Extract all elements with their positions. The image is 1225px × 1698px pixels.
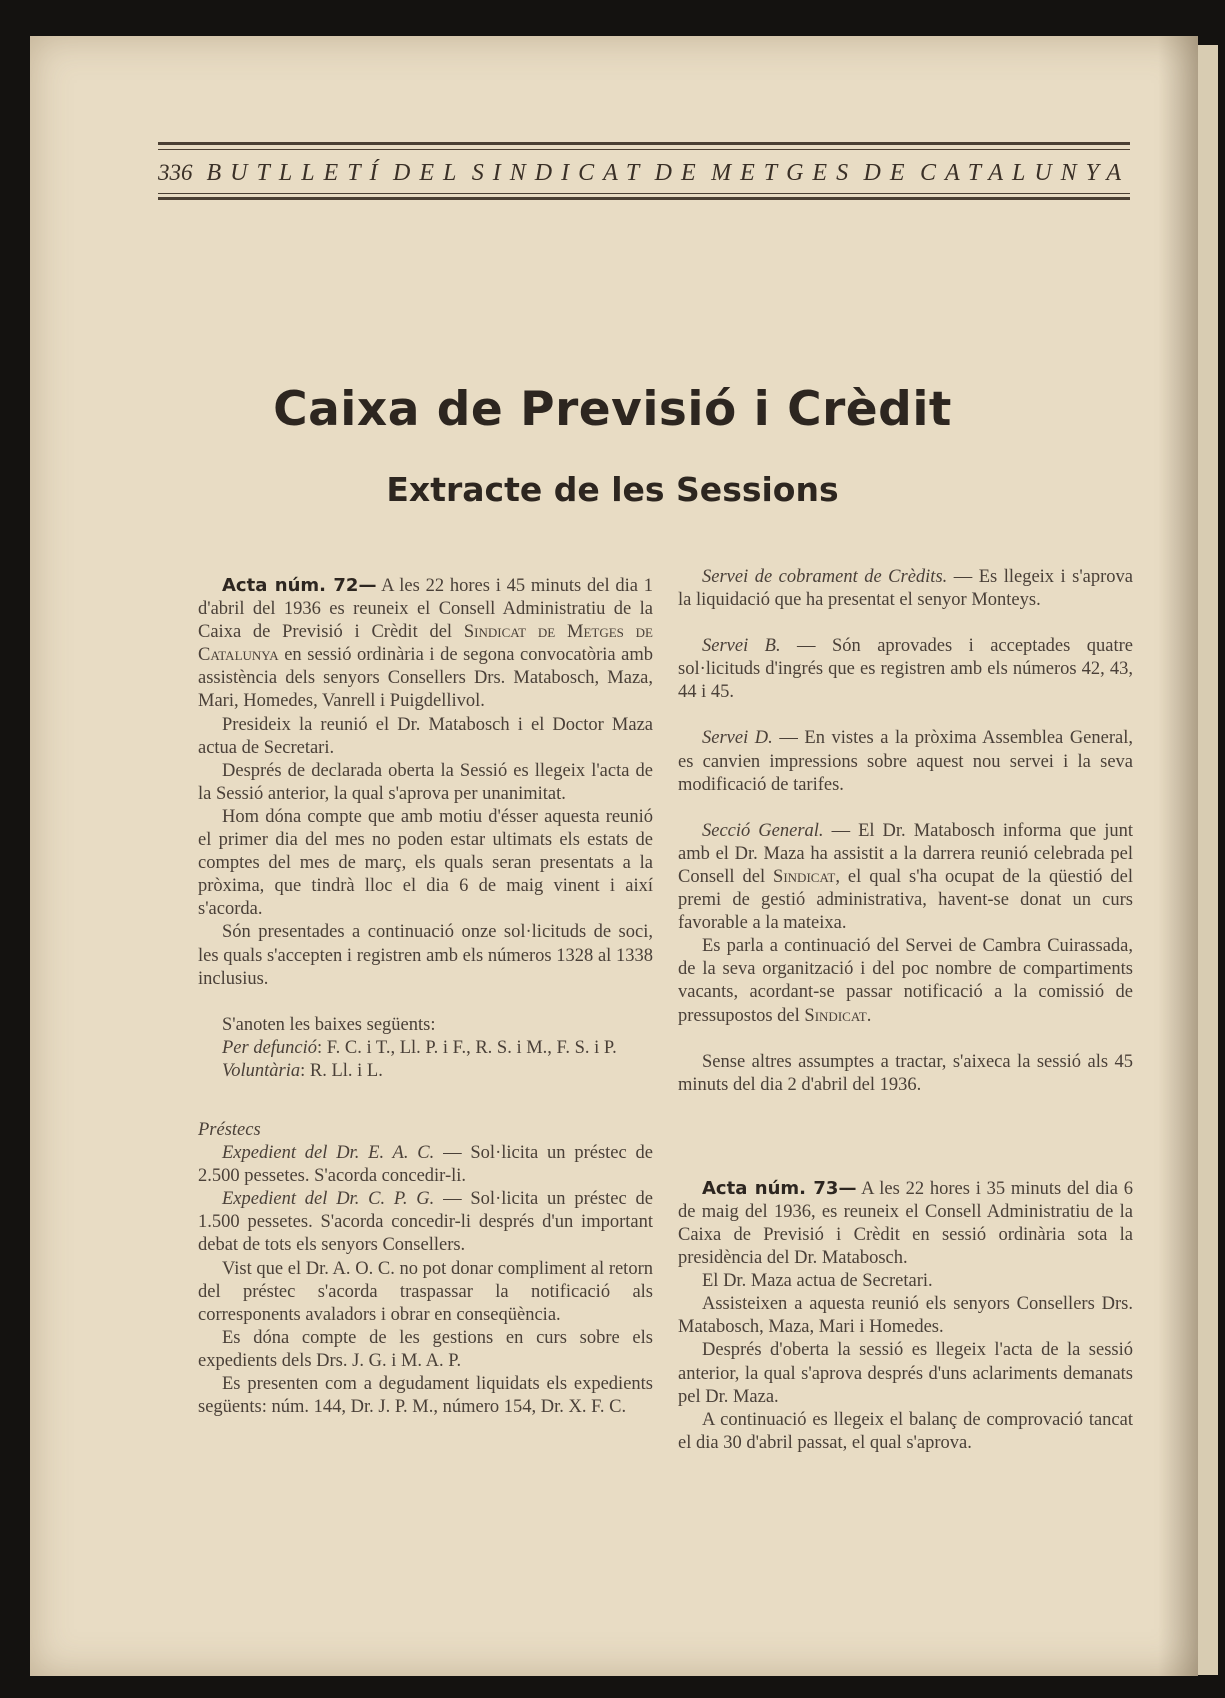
expedient-1-label: Expedient del Dr. E. A. C. — [222, 1143, 435, 1164]
header-rule-top — [158, 142, 1130, 145]
cambra-text-b: . — [866, 1005, 872, 1026]
defuncio-text: : F. C. i T., Ll. P. i F., R. S. i M., F. S. i P. — [317, 1037, 617, 1058]
paragraph: Vist que el Dr. A. O. C. no pot donar compliment al retorn del préstec s'acorda traspassar la notificació als corresponents avaladors i obrar en conseqüència. — [198, 1258, 653, 1325]
paragraph-cambra — [678, 935, 1133, 1027]
paragraph-acta-73 — [678, 1177, 1133, 1270]
page-number: 336 — [158, 160, 193, 185]
defuncio-label: Per defunció — [222, 1037, 318, 1058]
sindicat-name: Sindicat de Metges de Catalunya — [198, 622, 653, 666]
servei-b-text: — Són aprovades i acceptades quatre sol·licituds d'ingrés que es registren amb els números 42, 43, 44 i 45. — [678, 636, 1133, 703]
acta-73-label: Acta núm. 73— — [702, 1177, 857, 1199]
servei-d-label: Servei D. — [702, 728, 773, 749]
running-title: BUTLLETÍ DEL SINDICAT DE METGES DE CATALUNYA — [206, 159, 1130, 186]
servei-b-label: Servei B. — [702, 636, 781, 657]
expedient-1-text: — Sol·licita un préstec de 2.500 pessetes. S'acorda concedir-li. — [198, 1143, 654, 1187]
voluntaria-text: : R. Ll. i L. — [300, 1060, 383, 1081]
baixes-defuncio — [198, 1037, 653, 1060]
paragraph: Després d'oberta la sessió es llegeix l'acta de la sessió anterior, la qual s'aprova després d'uns aclariments demanats pel Dr. Maza. — [678, 1340, 1133, 1407]
seccio-general-text-a: — El Dr. Matabosch informa que junt amb el Dr. Maza ha assistit a la darrera reunió celebrada pel Consell del — [678, 820, 1133, 887]
seccio-general-text-b: , el qual s'ha ocupat de la qüestió del premi de gestió administrativa, havent-se donat un curs favorable a la mateixa. — [678, 866, 1133, 934]
servei-cobrament-label: Servei de cobrament de Crèdits. — [702, 567, 948, 587]
paragraph: El Dr. Maza actua de Secretari. — [702, 1271, 933, 1292]
servei-cobrament-text: — Es llegeix i s'aprova la liquidació que ha presentat el senyor Monteys. — [678, 567, 1133, 611]
prestecs-heading — [198, 1119, 653, 1142]
acta-73-text: A les 22 hores i 35 minuts del dia 6 de maig del 1936, es reuneix el Consell Administratiu de la Caixa de Previsió i Crèdit en sessió ordinària sota la presidència del Dr. Matabosch. — [678, 1178, 1133, 1269]
header-rule-bottom — [158, 197, 1130, 200]
voluntaria-label: Voluntària — [222, 1060, 301, 1081]
paragraph: Són presentades a continuació onze sol·licituds de soci, les quals s'accepten i registren amb els números 1328 al 1338 inclusius. — [198, 922, 653, 989]
adjacent-page-edge — [1198, 45, 1218, 1675]
paragraph: Presideix la reunió el Dr. Matabosch i el Doctor Maza actua de Secretari. — [198, 714, 653, 758]
servei-d-text: — En vistes a la pròxima Assemblea General, es canvien impressions sobre aquest nou servei i la seva modificació de tarifes. — [678, 728, 1133, 795]
header-rule-top-thin — [158, 149, 1130, 150]
acta-72-label: Acta núm. 72— — [222, 575, 377, 596]
acta-72-text-a: A les 22 hores i 45 minuts del dia 1 d'abril del 1936 es reuneix el Consell Administratiu de la Caixa de Previsió i Crèdit del — [198, 576, 653, 643]
paragraph: Es dóna compte de les gestions en curs sobre els expedients dels Drs. J. G. i M. A. P. — [198, 1327, 653, 1371]
expedient-1 — [198, 1142, 653, 1188]
seccio-general — [678, 820, 1133, 935]
paragraph-close: Sense altres assumptes a tractar, s'aixeca la sessió als 45 minuts del dia 2 d'abril del 1936. — [678, 1051, 1133, 1095]
paragraph: Hom dóna compte que amb motiu d'ésser aquesta reunió el primer dia del mes no poden estar ultimats els estats de comptes del mes de març, els quals seran presentats a la pròxima, que tindrà lloc el dia 6 de maig vinent i així s'acorda. — [198, 806, 653, 920]
expedient-2-label: Expedient del Dr. C. P. G. — [222, 1189, 435, 1210]
right-column — [678, 566, 1133, 1455]
acta-72-text-b: en sessió ordinària i de segona convocatòria amb assistència dels senyors Consellers Drs. Matabosch, Maza, Mari, Homedes, Vanrell i Puigdellivol. — [198, 645, 653, 712]
sindicat-name: Sindicat — [773, 866, 836, 887]
article-title: Caixa de Previsió i Crèdit — [273, 382, 952, 437]
servei-d — [678, 727, 1133, 796]
prestecs-heading-text: Préstecs — [198, 1119, 261, 1140]
baixes-intro: S'anoten les baixes següents: — [222, 1014, 436, 1035]
paragraph-acta-72 — [198, 574, 653, 714]
servei-b — [678, 635, 1133, 704]
cambra-text-a: Es parla a continuació del Servei de Cambra Cuirassada, de la seva organització i del poc nombre de compartiments vacants, acordant-se passar notificació a la comissió de pressupostos del — [678, 936, 1133, 1026]
running-header — [158, 156, 1130, 190]
expedient-2 — [198, 1188, 653, 1257]
article-subtitle: Extracte de les Sessions — [386, 470, 839, 509]
expedient-2-text: — Sol·licita un préstec de 1.500 pessetes. S'acorda concedir-li després d'un important debat de tots els senyors Consellers. — [198, 1189, 653, 1256]
paragraph: Assisteixen a aquesta reunió els senyors Consellers Drs. Matabosch, Maza, Mari i Homedes. — [678, 1294, 1133, 1338]
seccio-general-label: Secció General. — [702, 820, 824, 841]
paragraph: Després de declarada oberta la Sessió es llegeix l'acta de la Sessió anterior, la qual s'aprova per unanimitat. — [198, 760, 653, 804]
baixes-voluntaria — [198, 1060, 653, 1083]
sindicat-name: Sindicat — [804, 1005, 867, 1026]
header-rule-bottom-thin — [158, 193, 1130, 194]
left-column — [198, 574, 653, 1419]
servei-cobrament — [678, 566, 1133, 612]
paragraph: Es presenten com a degudament liquidats els expedients següents: núm. 144, Dr. J. P. M., número 154, Dr. X. F. C. — [198, 1374, 653, 1418]
paragraph: A continuació es llegeix el balanç de comprovació tancat el dia 30 d'abril passat, el qual s'aprova. — [678, 1409, 1133, 1453]
